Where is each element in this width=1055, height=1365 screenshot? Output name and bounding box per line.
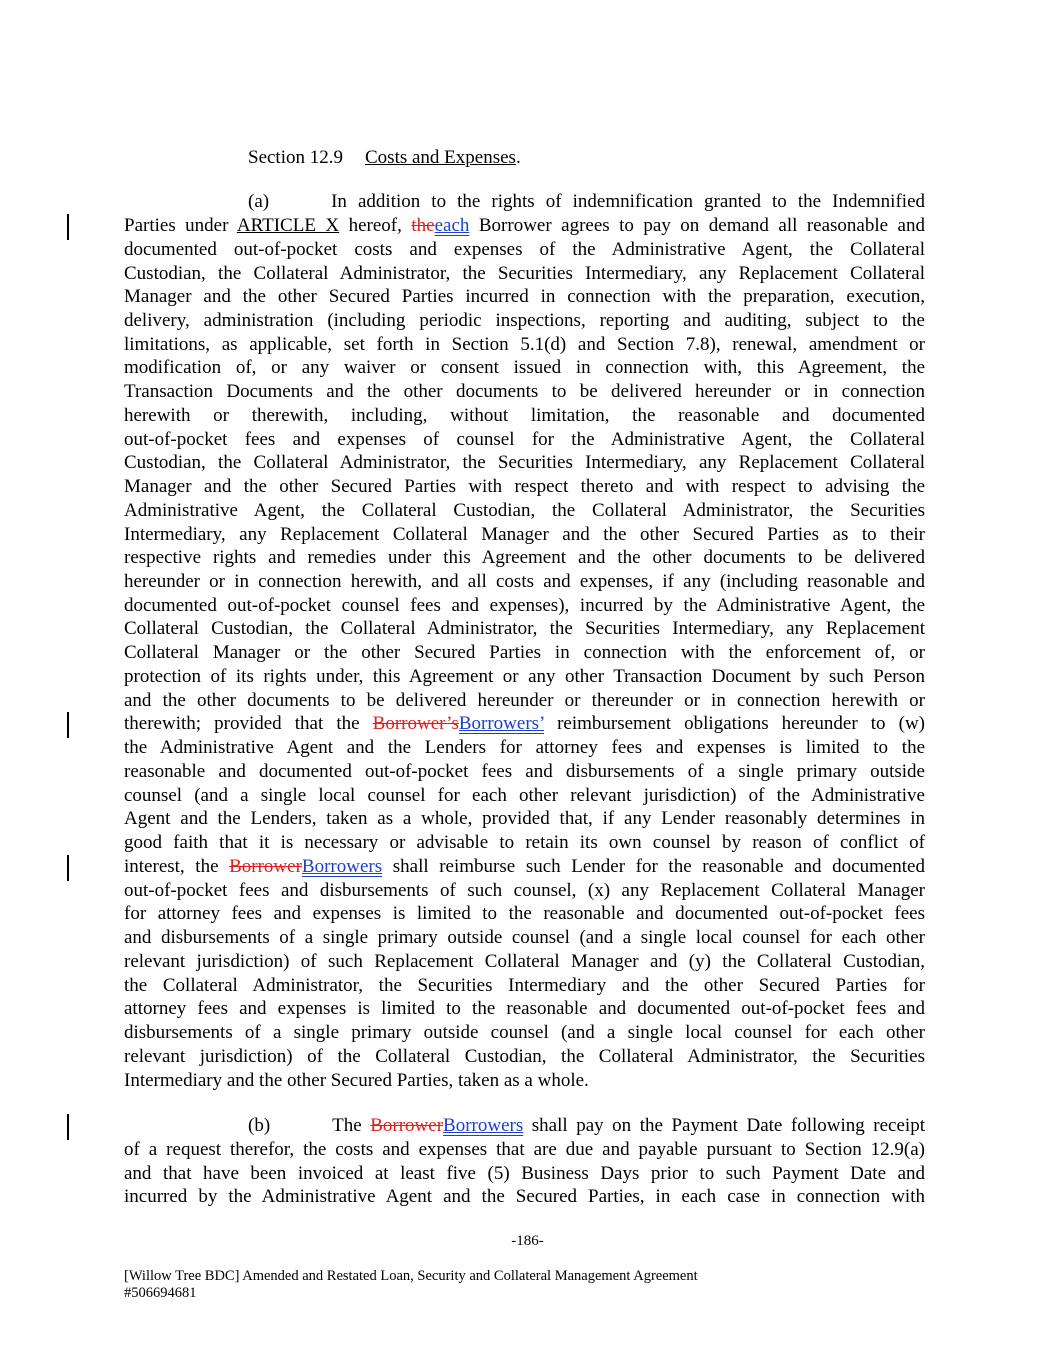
- section-heading: [248, 146, 521, 170]
- change-bar: [67, 712, 69, 738]
- paragraph-line-revised: therewith; provided that the Borrower’sBorrowers’ reimbursement obligations hereunder to (w): [124, 713, 925, 734]
- page-number: -186-: [511, 1233, 544, 1249]
- change-bar: [67, 1114, 69, 1140]
- inserted-text: Borrowers’: [458, 713, 544, 734]
- inserted-text: Borrowers: [301, 856, 383, 877]
- paragraph-line: out-of-pocket fees and expenses of counsel for the Administrative Agent, the Collateral: [124, 429, 925, 450]
- paragraph-line: good faith that it is necessary or advisable to retain its own counsel by reason of conflict of: [124, 832, 925, 853]
- deleted-text: the: [411, 215, 435, 236]
- paragraph-line: Custodian, the Collateral Administrator, the Securities Intermediary, any Replacement Collateral: [124, 263, 925, 284]
- paragraph-line: Custodian, the Collateral Administrator, the Securities Intermediary, any Replacement Collateral: [124, 452, 925, 473]
- paragraph-line: herewith or therewith, including, without limitation, the reasonable and documented: [124, 405, 925, 426]
- paragraph-line: and disbursements of a single primary outside counsel (and a single local counsel for each other: [124, 927, 925, 948]
- paragraph-line: incurred by the Administrative Agent and the Secured Parties, in each case in connection with: [124, 1186, 925, 1207]
- inserted-text: Borrowers: [443, 1115, 524, 1136]
- deleted-text: Borrower’s: [372, 713, 459, 734]
- paragraph-line: delivery, administration (including periodic inspections, reporting and auditing, subject to the: [124, 310, 925, 331]
- paragraph-line: attorney fees and expenses is limited to the reasonable and documented out-of-pocket fees and: [124, 998, 925, 1019]
- paragraph-line: reasonable and documented out-of-pocket fees and disbursements of a single primary outside: [124, 761, 925, 782]
- paragraph-line: Intermediary, any Replacement Collateral Manager and the other Secured Parties as to their: [124, 524, 925, 545]
- paragraph-line: the Administrative Agent and the Lenders for attorney fees and expenses is limited to the: [124, 737, 925, 758]
- paragraph-line: and the other documents to be delivered hereunder or thereunder or in connection herewith or: [124, 690, 925, 711]
- paragraph-label: (b): [248, 1115, 271, 1136]
- paragraph-line: Intermediary and the other Secured Parties, taken as a whole.: [124, 1070, 589, 1091]
- change-bar: [67, 214, 69, 240]
- paragraph-line-revised: (b) The BorrowerBorrowers shall pay on the Payment Date following receipt: [248, 1115, 925, 1136]
- paragraph-line: Manager and the other Secured Parties incurred in connection with the preparation, execution,: [124, 286, 925, 307]
- paragraph-line: Manager and the other Secured Parties with respect thereto and with respect to advising the: [124, 476, 925, 497]
- article-reference: ARTICLE X: [236, 215, 340, 236]
- paragraph-line-revised: interest, the BorrowerBorrowers shall reimburse such Lender for the reasonable and documented: [124, 856, 925, 877]
- document-footer: [124, 1268, 698, 1302]
- section-number: Section 12.9: [248, 147, 343, 168]
- paragraph-line: respective rights and remedies under this Agreement and the other documents to be delivered: [124, 547, 925, 568]
- footer-doc-id: #506694681: [124, 1285, 197, 1301]
- section-title-punct: .: [515, 147, 521, 168]
- paragraph-line: Collateral Custodian, the Collateral Administrator, the Securities Intermediary, any Replacement: [124, 618, 925, 639]
- footer-title: [Willow Tree BDC] Amended and Restated Loan, Security and Collateral Management Agreement: [124, 1268, 698, 1284]
- paragraph-line: disbursements of a single primary outside counsel (and a single local counsel for each other: [124, 1022, 925, 1043]
- paragraph-line: protection of its rights under, this Agreement or any other Transaction Document by such Person: [124, 666, 925, 687]
- paragraph-line: hereunder or in connection herewith, and all costs and expenses, if any (including reasonable and: [124, 571, 925, 592]
- paragraph-label: (a): [248, 191, 270, 212]
- paragraph-line: counsel (and a single local counsel for each other relevant jurisdiction) of the Administrative: [124, 785, 925, 806]
- paragraph-line: limitations, as applicable, set forth in Section 5.1(d) and Section 7.8), renewal, amendment or: [124, 334, 925, 355]
- deleted-text: Borrower: [370, 1115, 444, 1136]
- paragraph-line: relevant jurisdiction) of the Collateral Custodian, the Collateral Administrator, the Securities: [124, 1046, 925, 1067]
- paragraph-line: the Collateral Administrator, the Securities Intermediary and the other Secured Parties for: [124, 975, 925, 996]
- paragraph-line: Administrative Agent, the Collateral Custodian, the Collateral Administrator, the Securities: [124, 500, 925, 521]
- paragraph-line: documented out-of-pocket costs and expenses of the Administrative Agent, the Collateral: [124, 239, 925, 260]
- paragraph-line: modification of, or any waiver or consent issued in connection with, this Agreement, the: [124, 357, 925, 378]
- paragraph-line: for attorney fees and expenses is limited to the reasonable and documented out-of-pocket fees: [124, 903, 925, 924]
- change-bar: [67, 855, 69, 881]
- paragraph-line: of a request therefor, the costs and expenses that are due and payable pursuant to Section 12.9(a): [124, 1139, 925, 1160]
- inserted-text: each: [434, 215, 470, 236]
- paragraph-line: (a) In addition to the rights of indemnification granted to the Indemnified: [248, 191, 925, 212]
- paragraph-line: Agent and the Lenders, taken as a whole, provided that, if any Lender reasonably determines in: [124, 808, 925, 829]
- paragraph-line: documented out-of-pocket counsel fees and expenses), incurred by the Administrative Agent, the: [124, 595, 925, 616]
- paragraph-line: Collateral Manager or the other Secured Parties in connection with the enforcement of, or: [124, 642, 925, 663]
- paragraph-line-revised: Parties under ARTICLE X hereof, theeach Borrower agrees to pay on demand all reasonable and: [124, 215, 925, 236]
- deleted-text: Borrower: [229, 856, 302, 877]
- section-title: Costs and Expenses: [365, 147, 516, 168]
- paragraph-line: out-of-pocket fees and disbursements of such counsel, (x) any Replacement Collateral Manager: [124, 880, 925, 901]
- paragraph-line: relevant jurisdiction) of such Replacement Collateral Manager and (y) the Collateral Custodian,: [124, 951, 925, 972]
- paragraph-line: and that have been invoiced at least five (5) Business Days prior to such Payment Date and: [124, 1163, 925, 1184]
- paragraph-line: Transaction Documents and the other documents to be delivered hereunder or in connection: [124, 381, 925, 402]
